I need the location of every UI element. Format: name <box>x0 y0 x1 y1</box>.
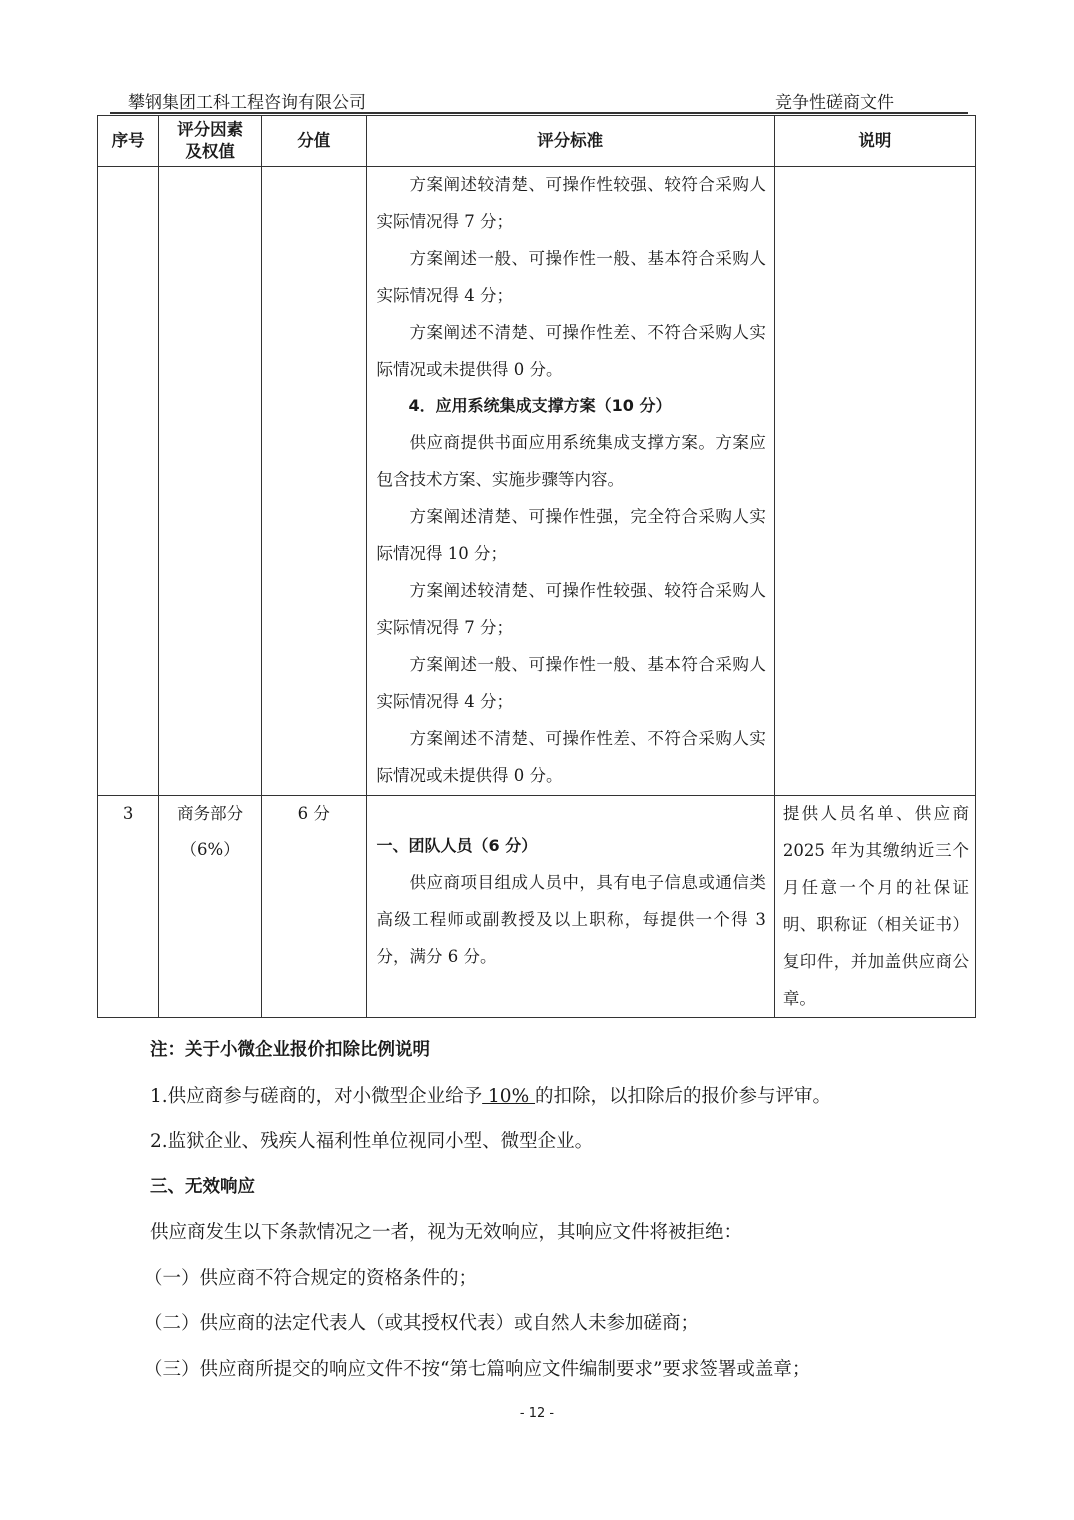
factor-cell <box>159 796 262 1018</box>
discount-percent: 10% <box>482 1085 536 1107</box>
table-row <box>98 167 976 796</box>
clause-3: （三）供应商所提交的响应文件不按“第七篇响应文件编制要求”要求签署或盖章； <box>144 1358 811 1380</box>
criteria-body: 供应商项目组成人员中，具有电子信息或通信类高级工程师或副教授及以上职称，每提供一个得 3 分，满分 6 分。 <box>376 872 766 966</box>
column-header-factor: 评分因素 及权值 <box>159 116 262 167</box>
section-intro: 供应商发生以下条款情况之一者，视为无效响应，其响应文件将被拒绝： <box>150 1222 743 1243</box>
criteria-paragraph: 供应商提供书面应用系统集成支撑方案。方案应包含技术方案、实施步骤等内容。 <box>376 433 766 490</box>
company-name: 攀钢集团工科工程咨询有限公司 <box>128 93 366 113</box>
criteria-text <box>367 796 774 976</box>
column-header-note: 说明 <box>774 116 975 167</box>
column-header-score: 分值 <box>261 116 366 167</box>
criteria-cell <box>366 796 774 1018</box>
note-cell <box>774 167 975 796</box>
table-row <box>98 796 976 1018</box>
criteria-paragraph: 方案阐述一般、可操作性一般、基本符合采购人实际情况得 4 分； <box>376 248 766 305</box>
clause-2: （二）供应商的法定代表人（或其授权代表）或自然人未参加磋商； <box>144 1313 700 1334</box>
note-item-1: 1.供应商参与磋商的，对小微型企业给予 10% 的扣除，以扣除后的报价参与评审。 <box>150 1085 832 1107</box>
criteria-subheading: 4．应用系统集成支撑方案（10 分） <box>408 396 672 416</box>
score-cell: 6 分 <box>261 796 366 1018</box>
factor-name: 商务部分 <box>177 804 244 823</box>
seq-cell <box>98 167 159 796</box>
note-text: 提供人员名单、供应商 2025 年为其缴纳近三个月任意一个月的社保证明、职称证（相关证书）复印件，并加盖供应商公章。 <box>782 804 969 1008</box>
page-header <box>110 86 968 114</box>
scoring-table <box>97 115 976 1018</box>
note-cell <box>774 796 975 1018</box>
criteria-paragraph: 方案阐述清楚、可操作性强，完全符合采购人实际情况得 10 分； <box>376 507 766 564</box>
factor-cell <box>159 167 262 796</box>
note-item-2: 2.监狱企业、残疾人福利性单位视同小型、微型企业。 <box>150 1131 594 1152</box>
seq-cell: 3 <box>98 796 159 1018</box>
criteria-paragraph: 方案阐述不清楚、可操作性差、不符合采购人实际情况或未提供得 0 分。 <box>376 322 766 379</box>
criteria-paragraph: 方案阐述一般、可操作性一般、基本符合采购人实际情况得 4 分； <box>376 654 766 711</box>
page-number: - 12 - <box>519 1406 555 1421</box>
section-title: 三、无效响应 <box>150 1176 255 1197</box>
factor-weight: （6%） <box>180 840 240 859</box>
score-cell <box>261 167 366 796</box>
column-header-criteria: 评分标准 <box>366 116 774 167</box>
body-text <box>144 1028 970 1392</box>
note-title: 注：关于小微企业报价扣除比例说明 <box>150 1040 430 1060</box>
table-header-row <box>98 116 976 167</box>
column-header-seq: 序号 <box>98 116 159 167</box>
criteria-cell <box>366 167 774 796</box>
criteria-paragraph: 方案阐述较清楚、可操作性较强、较符合采购人实际情况得 7 分； <box>376 580 766 637</box>
criteria-text <box>367 167 774 794</box>
criteria-paragraph: 方案阐述较清楚、可操作性较强、较符合采购人实际情况得 7 分； <box>376 175 766 231</box>
criteria-heading: 一、团队人员（6 分） <box>376 836 538 855</box>
clause-1: （一）供应商不符合规定的资格条件的； <box>144 1267 478 1289</box>
document-type: 竞争性磋商文件 <box>775 93 894 113</box>
criteria-paragraph: 方案阐述不清楚、可操作性差、不符合采购人实际情况或未提供得 0 分。 <box>376 728 766 785</box>
